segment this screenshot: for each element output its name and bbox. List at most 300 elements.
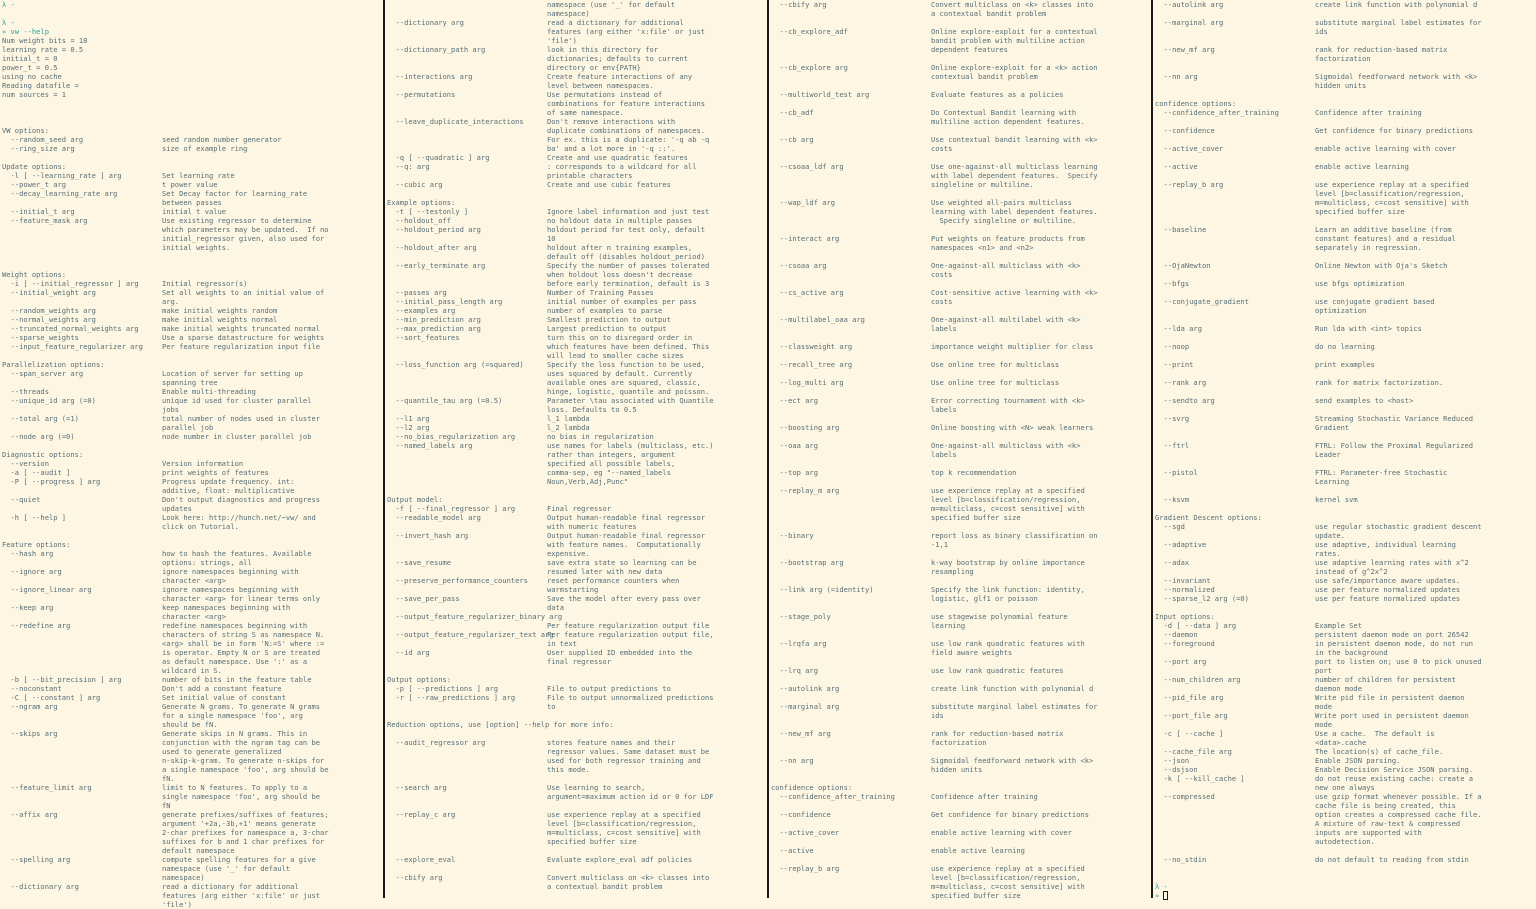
terminal-line — [387, 378, 767, 387]
terminal-line — [771, 297, 1151, 306]
terminal-line — [387, 180, 767, 189]
terminal-line — [387, 441, 767, 450]
option-flag: --max_prediction arg — [387, 324, 481, 333]
option-description: Enable multi-threading — [162, 387, 256, 396]
terminal-line — [2, 270, 382, 279]
terminal-line — [2, 783, 382, 792]
terminal-pane-2[interactable] — [385, 0, 767, 898]
terminal-line — [387, 72, 767, 81]
option-flag: --nn arg — [1155, 72, 1198, 81]
terminal-line — [1155, 90, 1535, 99]
terminal-line — [2, 621, 382, 630]
terminal-line — [387, 756, 767, 765]
option-description: importance weight multiplier for class — [931, 342, 1094, 351]
option-description: ba' and a lot more in '-q ::'. — [547, 144, 676, 153]
terminal-line — [2, 855, 382, 864]
option-description: in text — [547, 639, 577, 648]
line-text: Reading datafile = — [2, 81, 79, 90]
terminal-line — [771, 198, 1151, 207]
terminal-line — [771, 738, 1151, 747]
option-description: read a dictionary for additional — [547, 18, 684, 27]
option-flag: --holdout_period arg — [387, 225, 481, 234]
terminal-line — [771, 0, 1151, 9]
terminal-line — [771, 279, 1151, 288]
terminal-line — [771, 378, 1151, 387]
option-flag: --ect arg — [771, 396, 818, 405]
terminal-line — [771, 261, 1151, 270]
terminal-line — [387, 396, 767, 405]
option-flag: --invert_hash arg — [387, 531, 469, 540]
terminal-line — [771, 711, 1151, 720]
terminal-line — [1155, 126, 1535, 135]
terminal-line — [771, 882, 1151, 891]
terminal-line — [2, 810, 382, 819]
terminal-pane-4[interactable] — [1153, 0, 1535, 898]
terminal-line — [1155, 432, 1535, 441]
terminal-line — [2, 207, 382, 216]
option-description: l_1 lambda — [547, 414, 590, 423]
terminal-line — [387, 261, 767, 270]
option-description: Evaluate explore_eval adf policies — [547, 855, 693, 864]
option-description: Final regressor — [547, 504, 612, 513]
option-description: seed random number generator — [162, 135, 282, 144]
terminal-line — [2, 657, 382, 666]
option-flag: --affix arg — [2, 810, 58, 819]
terminal-line — [771, 270, 1151, 279]
terminal-pane-3[interactable] — [769, 0, 1151, 898]
terminal-line — [2, 756, 382, 765]
option-flag: --initial_t arg — [2, 207, 75, 216]
option-description: hinge, logistic, quantile and poisson. — [547, 387, 710, 396]
option-description: Use learning to search, — [547, 783, 646, 792]
option-flag: --autolink arg — [771, 684, 840, 693]
terminal-line — [387, 99, 767, 108]
terminal-line — [771, 315, 1151, 324]
option-flag: --interact arg — [771, 234, 840, 243]
option-description: namespace (use '_' for default — [162, 864, 291, 873]
terminal-line — [2, 639, 382, 648]
terminal-line — [771, 837, 1151, 846]
option-flag: --oaa arg — [771, 441, 818, 450]
terminal-line — [387, 45, 767, 54]
terminal-line — [1155, 54, 1535, 63]
option-description: rank for reduction-based matrix — [1315, 45, 1448, 54]
option-description: argument=maximum action id or 0 for LDF — [547, 792, 714, 801]
terminal-line — [771, 441, 1151, 450]
terminal-line — [1155, 396, 1535, 405]
terminal-line — [1155, 0, 1535, 9]
terminal-line — [771, 432, 1151, 441]
terminal-line — [1155, 342, 1535, 351]
option-flag: --input_feature_regularizer arg — [2, 342, 143, 351]
option-description: used for both regressor training and — [547, 756, 701, 765]
option-description: m=multiclass, c=cost sensitive] with — [931, 882, 1085, 891]
terminal-line — [2, 162, 382, 171]
option-description: resampling — [931, 567, 974, 576]
option-flag: -i [ --initial_regressor ] arg — [2, 279, 139, 288]
terminal-line — [771, 72, 1151, 81]
option-description: fN. — [162, 774, 175, 783]
option-flag: --sparse_weights — [2, 333, 79, 342]
option-description: substitute marginal label estimates for — [931, 702, 1098, 711]
option-description: level [b=classification/regression, — [1315, 189, 1465, 198]
option-description: final regressor — [547, 657, 612, 666]
terminal-line — [387, 522, 767, 531]
option-description: optimization — [1315, 306, 1367, 315]
option-flag: --readable_model arg — [387, 513, 481, 522]
terminal-line — [387, 18, 767, 27]
terminal-line — [387, 882, 767, 891]
option-description: use gzip format whenever possible. If a — [1315, 792, 1482, 801]
terminal-line — [1155, 351, 1535, 360]
terminal-line — [387, 9, 767, 18]
option-flag: --wap_ldf arg — [771, 198, 836, 207]
terminal-line — [771, 486, 1151, 495]
option-flag: --confidence — [1155, 126, 1215, 135]
terminal-line — [771, 675, 1151, 684]
terminal-line — [1155, 252, 1535, 261]
terminal-line — [1155, 315, 1535, 324]
option-description: Use online tree for multiclass — [931, 360, 1060, 369]
terminal-line — [1155, 459, 1535, 468]
terminal-line — [387, 531, 767, 540]
terminal-line — [2, 540, 382, 549]
option-flag: --recall_tree arg — [771, 360, 853, 369]
option-description: uses squared by default. Currently — [547, 369, 693, 378]
terminal-line — [2, 486, 382, 495]
terminal-line — [387, 414, 767, 423]
option-description: Use weighted all-pairs multiclass — [931, 198, 1072, 207]
option-description: reset performance counters when — [547, 576, 680, 585]
option-flag: --adax — [1155, 558, 1190, 567]
terminal-line — [1155, 306, 1535, 315]
terminal-line — [1155, 828, 1535, 837]
terminal-line — [771, 549, 1151, 558]
option-flag: -P [ --progress ] arg — [2, 477, 101, 486]
option-description: port to listen on; use 0 to pick unused — [1315, 657, 1482, 666]
terminal-line — [771, 522, 1151, 531]
line-text: Num weight bits = 18 — [2, 36, 88, 45]
terminal-line — [771, 891, 1151, 900]
option-description: Per feature regularization input file — [162, 342, 321, 351]
terminal-line — [771, 360, 1151, 369]
terminal-line — [1155, 81, 1535, 90]
option-description: when holdout loss doesn't decrease — [547, 270, 693, 279]
terminal-line — [387, 774, 767, 783]
option-description: labels — [931, 405, 957, 414]
option-description: separately in regression. — [1315, 243, 1422, 252]
option-description: Specify the loss function to be used, — [547, 360, 706, 369]
terminal-line — [771, 117, 1151, 126]
option-description: Use a sparse datastructure for weights — [162, 333, 325, 342]
terminal-line — [387, 405, 767, 414]
option-description: ids — [1315, 27, 1328, 36]
terminal-line — [771, 765, 1151, 774]
terminal-line — [1155, 630, 1535, 639]
terminal-line — [1155, 117, 1535, 126]
option-flag: --cb_adf — [771, 108, 814, 117]
option-description: use stagewise polynomial feature — [931, 612, 1068, 621]
option-description: read a dictionary for additional — [162, 882, 299, 891]
option-description: use safe/importance aware updates. — [1315, 576, 1461, 585]
option-description: create link function with polynomial d — [1315, 0, 1478, 9]
option-description: Confidence after training — [931, 792, 1038, 801]
option-description: print examples — [1315, 360, 1375, 369]
option-flag: --version — [2, 459, 49, 468]
terminal-line — [2, 603, 382, 612]
terminal-line — [1155, 504, 1535, 513]
option-flag: --dsjson — [1155, 765, 1198, 774]
option-description: use conjugate gradient based — [1315, 297, 1435, 306]
terminal-line — [387, 135, 767, 144]
terminal-line — [2, 234, 382, 243]
option-description: User supplied ID embedded into the — [547, 648, 693, 657]
terminal-line — [387, 450, 767, 459]
terminal-line — [387, 792, 767, 801]
terminal-line — [1155, 297, 1535, 306]
terminal-line — [1155, 720, 1535, 729]
terminal-line — [771, 153, 1151, 162]
option-flag: --nn arg — [771, 756, 814, 765]
option-flag: --cbify arg — [771, 0, 827, 9]
option-description: used to generate generalized — [162, 747, 282, 756]
terminal-line — [2, 252, 382, 261]
option-description: Parameter \tau associated with Quantile — [547, 396, 714, 405]
option-description: no holdout data in multiple passes — [547, 216, 693, 225]
option-description: make initial weights normal — [162, 315, 278, 324]
terminal-line — [387, 639, 767, 648]
terminal-line — [2, 216, 382, 225]
terminal-line — [771, 225, 1151, 234]
pane-3-output — [771, 0, 1151, 900]
option-description: namespace) — [547, 9, 590, 18]
option-description: File to output predictions to — [547, 684, 671, 693]
option-flag: --ftrl — [1155, 441, 1190, 450]
terminal-line — [771, 873, 1151, 882]
option-description: Write port used in persistent daemon — [1315, 711, 1469, 720]
option-description: dictionaries; defaults to current — [547, 54, 688, 63]
option-description: FTRL: Parameter-free Stochastic — [1315, 468, 1448, 477]
terminal-line — [387, 153, 767, 162]
option-description: l_2 lambda — [547, 423, 590, 432]
option-description: Don't remove interactions with — [547, 117, 676, 126]
line-text: Example options: — [387, 198, 456, 207]
terminal-line — [1155, 495, 1535, 504]
option-flag: --decay_learning_rate arg — [2, 189, 118, 198]
terminal-line — [771, 18, 1151, 27]
option-description: turn this on to disregard order in — [547, 333, 693, 342]
terminal-line — [771, 612, 1151, 621]
terminal-line — [771, 657, 1151, 666]
option-flag: --feature_mask arg — [2, 216, 88, 225]
terminal-line — [387, 459, 767, 468]
option-description: how to hash the features. Available — [162, 549, 312, 558]
option-flag: --cache_file arg — [1155, 747, 1232, 756]
option-description: Do Contextual Bandit learning with — [931, 108, 1077, 117]
option-description: should be fN. — [162, 720, 218, 729]
option-description: m=multiclass, c=cost sensitive] with — [931, 504, 1085, 513]
terminal-pane-1[interactable] — [0, 0, 382, 909]
option-description: hidden units — [931, 765, 983, 774]
terminal-line — [771, 324, 1151, 333]
option-flag: --span_server arg — [2, 369, 84, 378]
option-flag: --json — [1155, 756, 1190, 765]
terminal-line — [771, 99, 1151, 108]
terminal-line — [2, 54, 382, 63]
option-description: node number in cluster parallel job — [162, 432, 312, 441]
option-description: updates — [162, 504, 192, 513]
option-flag: --autolink arg — [1155, 0, 1224, 9]
terminal-line — [2, 360, 382, 369]
option-description: rank for matrix factorization. — [1315, 378, 1444, 387]
terminal-line — [387, 171, 767, 180]
line-text: λ - — [1155, 882, 1168, 891]
option-description: enable active learning with cover — [1315, 144, 1456, 153]
terminal-line — [1155, 558, 1535, 567]
terminal-line — [771, 369, 1151, 378]
option-flag: --multilabel_oaa arg — [771, 315, 865, 324]
terminal-line — [771, 684, 1151, 693]
terminal-line — [1155, 855, 1535, 864]
option-description: Set learning rate — [162, 171, 235, 180]
option-description: redefine namespaces beginning with — [162, 621, 308, 630]
terminal-line — [1155, 27, 1535, 36]
option-flag: --cb_explore_adf — [771, 27, 848, 36]
terminal-line — [2, 891, 382, 900]
option-description: rank for reduction-based matrix — [931, 729, 1064, 738]
option-flag: --marginal arg — [1155, 18, 1224, 27]
terminal-line — [771, 477, 1151, 486]
option-description: Progress update frequency. int: — [162, 477, 295, 486]
terminal-line — [387, 216, 767, 225]
terminal-line — [771, 495, 1151, 504]
line-text: using no cache — [2, 72, 62, 81]
option-flag: --marginal arg — [771, 702, 840, 711]
option-description: Save the model after every pass over — [547, 594, 701, 603]
option-flag: --print — [1155, 360, 1194, 369]
terminal-line — [771, 45, 1151, 54]
terminal-line — [2, 738, 382, 747]
terminal-line — [1155, 531, 1535, 540]
option-description: ignore namespaces beginning with — [162, 567, 299, 576]
option-flag: --active — [771, 846, 814, 855]
cursor-block — [1163, 891, 1168, 900]
terminal-line — [771, 207, 1151, 216]
option-flag: --new_mf arg — [1155, 45, 1215, 54]
option-description: rates. — [1315, 549, 1341, 558]
option-flag: --hash arg — [2, 549, 54, 558]
option-flag: --pid_file arg — [1155, 693, 1224, 702]
option-description: Run lda with <int> topics — [1315, 324, 1422, 333]
terminal-line — [771, 531, 1151, 540]
terminal-line — [387, 729, 767, 738]
option-description: Write pid file in persistent daemon — [1315, 693, 1465, 702]
option-description: use adaptive, individual learning — [1315, 540, 1456, 549]
option-flag: -l [ --learning_rate ] arg — [2, 171, 122, 180]
terminal-line — [387, 54, 767, 63]
terminal-line — [2, 117, 382, 126]
option-description: Learning — [1315, 477, 1350, 486]
terminal-line — [387, 675, 767, 684]
terminal-line — [2, 666, 382, 675]
terminal-line — [2, 792, 382, 801]
terminal-line — [1155, 261, 1535, 270]
option-description: Use existing regressor to determine — [162, 216, 312, 225]
line-text: confidence options: — [771, 783, 853, 792]
option-description: factorization — [1315, 54, 1371, 63]
option-flag: --save_resume — [387, 558, 452, 567]
option-flag: --ignore arg — [2, 567, 62, 576]
terminal-line — [771, 81, 1151, 90]
option-description: One-against-all multilabel with <k> — [931, 315, 1081, 324]
option-description: is operator. Empty N or S are treated — [162, 648, 321, 657]
option-flag: --conjugate_gradient — [1155, 297, 1249, 306]
option-description: top k recommendation — [931, 468, 1017, 477]
option-description: number of bits in the feature table — [162, 675, 312, 684]
option-description: ignore namespaces beginning with — [162, 585, 299, 594]
terminal-line — [387, 477, 767, 486]
option-description: Online explore-exploit for a contextual — [931, 27, 1098, 36]
option-description: with numeric features — [547, 522, 637, 531]
option-description: holdout period for test only, default — [547, 225, 706, 234]
pane-1-output — [2, 0, 382, 909]
option-flag: --no_stdin — [1155, 855, 1207, 864]
option-description: send examples to <host> — [1315, 396, 1414, 405]
terminal-line — [2, 333, 382, 342]
option-flag: --random_weights arg — [2, 306, 96, 315]
option-description: a single namespace 'foo', arg should be — [162, 765, 329, 774]
terminal-line — [2, 819, 382, 828]
terminal-line — [2, 189, 382, 198]
option-description: generate prefixes/suffixes of features; — [162, 810, 329, 819]
terminal-line — [2, 108, 382, 117]
terminal-line — [387, 333, 767, 342]
option-description: daemon mode — [1315, 684, 1362, 693]
line-text: Parallelization options: — [2, 360, 105, 369]
option-description: a contextual bandit problem — [931, 9, 1047, 18]
terminal-line — [387, 81, 767, 90]
option-flag: --top arg — [771, 468, 818, 477]
option-flag: --invariant — [1155, 576, 1211, 585]
option-description: argument '+2a,-3b,+1' means generate — [162, 819, 316, 828]
terminal-line — [771, 216, 1151, 225]
terminal-line — [2, 135, 382, 144]
terminal-line — [2, 477, 382, 486]
option-description: printable characters — [547, 171, 633, 180]
terminal-line — [2, 243, 382, 252]
terminal-line — [1155, 774, 1535, 783]
option-description: use low rank quadratic features — [931, 666, 1064, 675]
terminal-line — [387, 576, 767, 585]
terminal-line — [387, 387, 767, 396]
option-description: Example Set — [1315, 621, 1362, 630]
option-description: Location of server for setting up — [162, 369, 303, 378]
terminal-line — [387, 126, 767, 135]
terminal-line — [1155, 567, 1535, 576]
terminal-line — [2, 279, 382, 288]
option-flag: --named_labels arg — [387, 441, 473, 450]
option-description: Use a cache. The default is — [1315, 729, 1435, 738]
option-description: level [b=classification/regression, — [547, 819, 697, 828]
line-text: λ - — [2, 18, 15, 27]
option-description: Set initial value of constant — [162, 693, 286, 702]
terminal-line — [771, 252, 1151, 261]
terminal-line — [2, 747, 382, 756]
option-flag: --compressed — [1155, 792, 1215, 801]
terminal-line — [1155, 189, 1535, 198]
terminal-line — [771, 729, 1151, 738]
option-flag: --audit_regressor arg — [387, 738, 486, 747]
